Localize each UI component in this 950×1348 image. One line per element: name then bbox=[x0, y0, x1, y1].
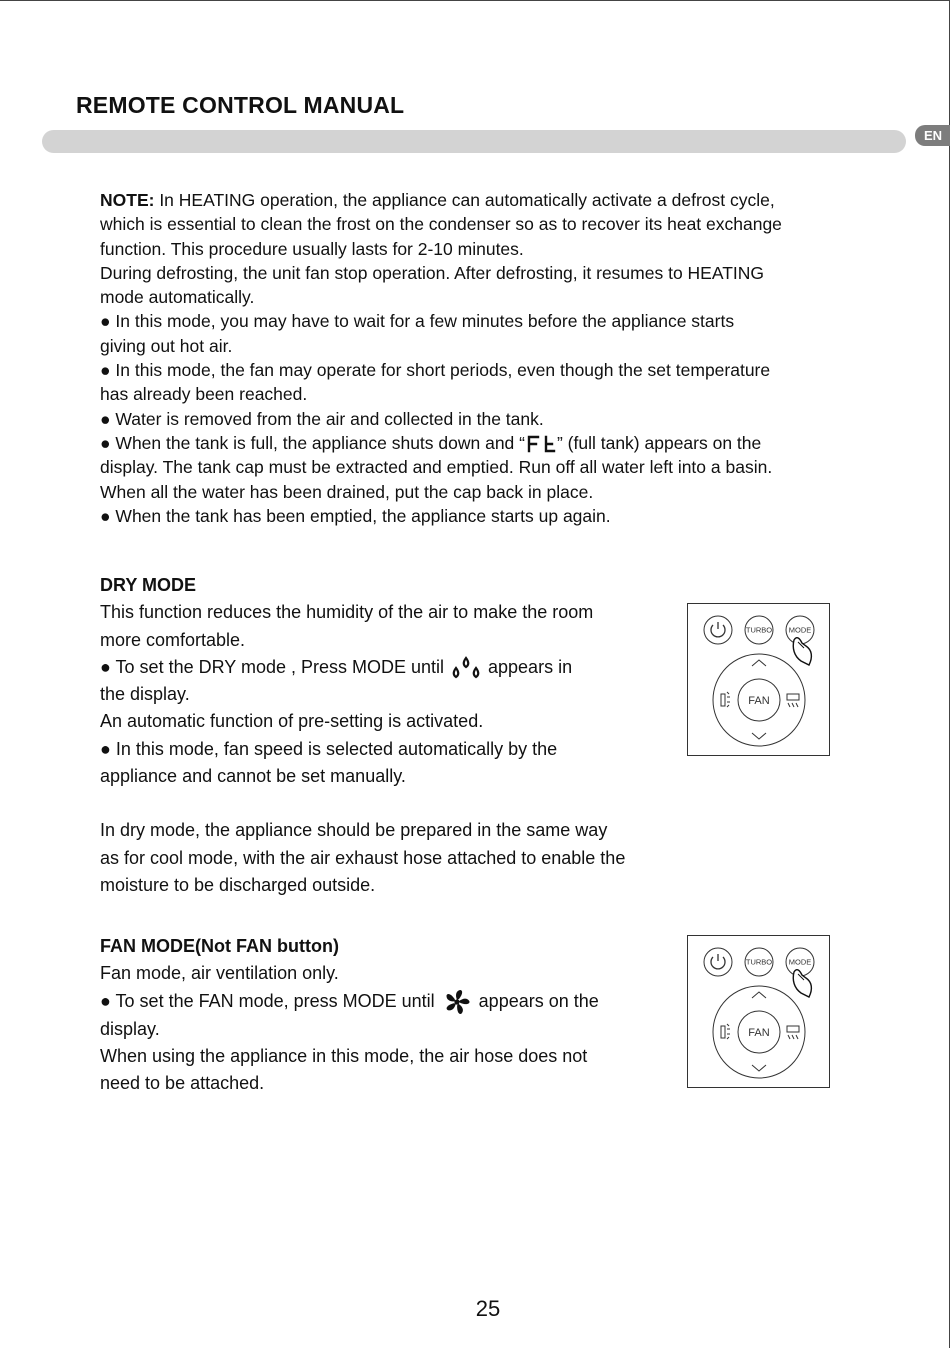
dry-mode-line: more comfortable. bbox=[100, 629, 246, 650]
fan-mode-heading: FAN MODE(Not FAN button) bbox=[100, 936, 339, 956]
turbo-label: TURBO bbox=[745, 957, 773, 967]
louver-icon bbox=[787, 1026, 799, 1032]
note-lead: NOTE: bbox=[100, 190, 155, 210]
dry-mode-section bbox=[100, 572, 700, 899]
down-arrow-icon bbox=[752, 1065, 766, 1071]
note-section bbox=[100, 188, 870, 528]
swing-icon bbox=[721, 1026, 725, 1038]
dry-mode-line: as for cool mode, with the air exhaust hose attached to enable the bbox=[100, 847, 626, 868]
dry-mode-line: This function reduces the humidity of the air to make the room bbox=[100, 602, 594, 623]
page-title: REMOTE CONTROL MANUAL bbox=[76, 92, 405, 118]
fan-label: FAN bbox=[748, 695, 770, 707]
pressing-hand-icon bbox=[793, 638, 811, 665]
fan-icon bbox=[440, 988, 474, 1016]
full-tank-code-icon bbox=[525, 434, 557, 454]
pressing-hand-icon bbox=[793, 970, 811, 997]
note-line: function. This procedure usually lasts for 2-10 minutes. bbox=[100, 238, 524, 259]
dry-mode-line: ● In this mode, fan speed is selected automatically by the bbox=[100, 738, 558, 759]
note-line: ● In this mode, the fan may operate for short periods, even though the set temperature bbox=[100, 360, 771, 381]
dry-mode-heading: DRY MODE bbox=[100, 575, 197, 595]
fan-mode-line: ● To set the FAN mode, press MODE until appears on the bbox=[100, 988, 700, 1016]
louver-icon bbox=[787, 694, 799, 700]
note-line: ● When the tank has been emptied, the appliance starts up again. bbox=[100, 505, 611, 526]
remote-illustration-dry bbox=[687, 603, 830, 756]
note-line: mode automatically. bbox=[100, 287, 255, 308]
fan-label: FAN bbox=[748, 1027, 770, 1039]
dry-mode-line: An automatic function of pre-setting is activated. bbox=[100, 711, 484, 732]
note-line: which is essential to clean the frost on the condenser so as to recover its heat exchange bbox=[100, 214, 782, 235]
up-arrow-icon bbox=[752, 992, 766, 998]
dry-mode-line: In dry mode, the appliance should be prepared in the same way bbox=[100, 820, 608, 841]
dry-mode-line: moisture to be discharged outside. bbox=[100, 874, 376, 895]
mode-label: MODE bbox=[788, 625, 812, 635]
up-arrow-icon bbox=[752, 660, 766, 666]
swing-icon bbox=[721, 694, 725, 706]
fan-mode-section bbox=[100, 933, 700, 1098]
power-button bbox=[704, 616, 732, 644]
note-line: When all the water has been drained, put the cap back in place. bbox=[100, 481, 594, 502]
droplets-icon bbox=[449, 655, 483, 681]
mode-label: MODE bbox=[788, 957, 812, 967]
fan-mode-line: need to be attached. bbox=[100, 1073, 265, 1094]
remote-illustration-fan bbox=[687, 935, 830, 1088]
note-line: ● Water is removed from the air and collected in the tank. bbox=[100, 408, 544, 429]
language-tab: EN bbox=[915, 125, 950, 146]
note-line: During defrosting, the unit fan stop operation. After defrosting, it resumes to HEATING bbox=[100, 262, 765, 283]
note-line: NOTE: In HEATING operation, the appliance can automatically activate a defrost cycle, bbox=[100, 190, 775, 210]
fan-mode-line: Fan mode, air ventilation only. bbox=[100, 963, 339, 984]
page-number: 25 bbox=[475, 1296, 501, 1321]
note-line: has already been reached. bbox=[100, 384, 308, 405]
note-line: ● In this mode, you may have to wait for a few minutes before the appliance starts bbox=[100, 311, 735, 332]
dry-mode-line: appliance and cannot be set manually. bbox=[100, 766, 406, 787]
down-arrow-icon bbox=[752, 733, 766, 739]
power-button bbox=[704, 948, 732, 976]
fan-mode-line: display. bbox=[100, 1018, 160, 1039]
page-border-top bbox=[0, 0, 950, 1]
header-divider-bar bbox=[42, 130, 906, 153]
note-line: display. The tank cap must be extracted and emptied. Run off all water left into a basin. bbox=[100, 457, 773, 478]
note-line: ● When the tank is full, the appliance shuts down and “ ” (full tank) appears on the bbox=[100, 432, 762, 453]
remote-diagram bbox=[688, 936, 829, 1087]
dry-mode-line: ● To set the DRY mode , Press MODE until appears in bbox=[100, 654, 700, 681]
remote-diagram bbox=[688, 604, 829, 755]
fan-mode-line: When using the appliance in this mode, the air hose does not bbox=[100, 1046, 588, 1067]
turbo-label: TURBO bbox=[745, 625, 773, 635]
note-line: giving out hot air. bbox=[100, 335, 233, 356]
dry-mode-line: the display. bbox=[100, 684, 190, 705]
